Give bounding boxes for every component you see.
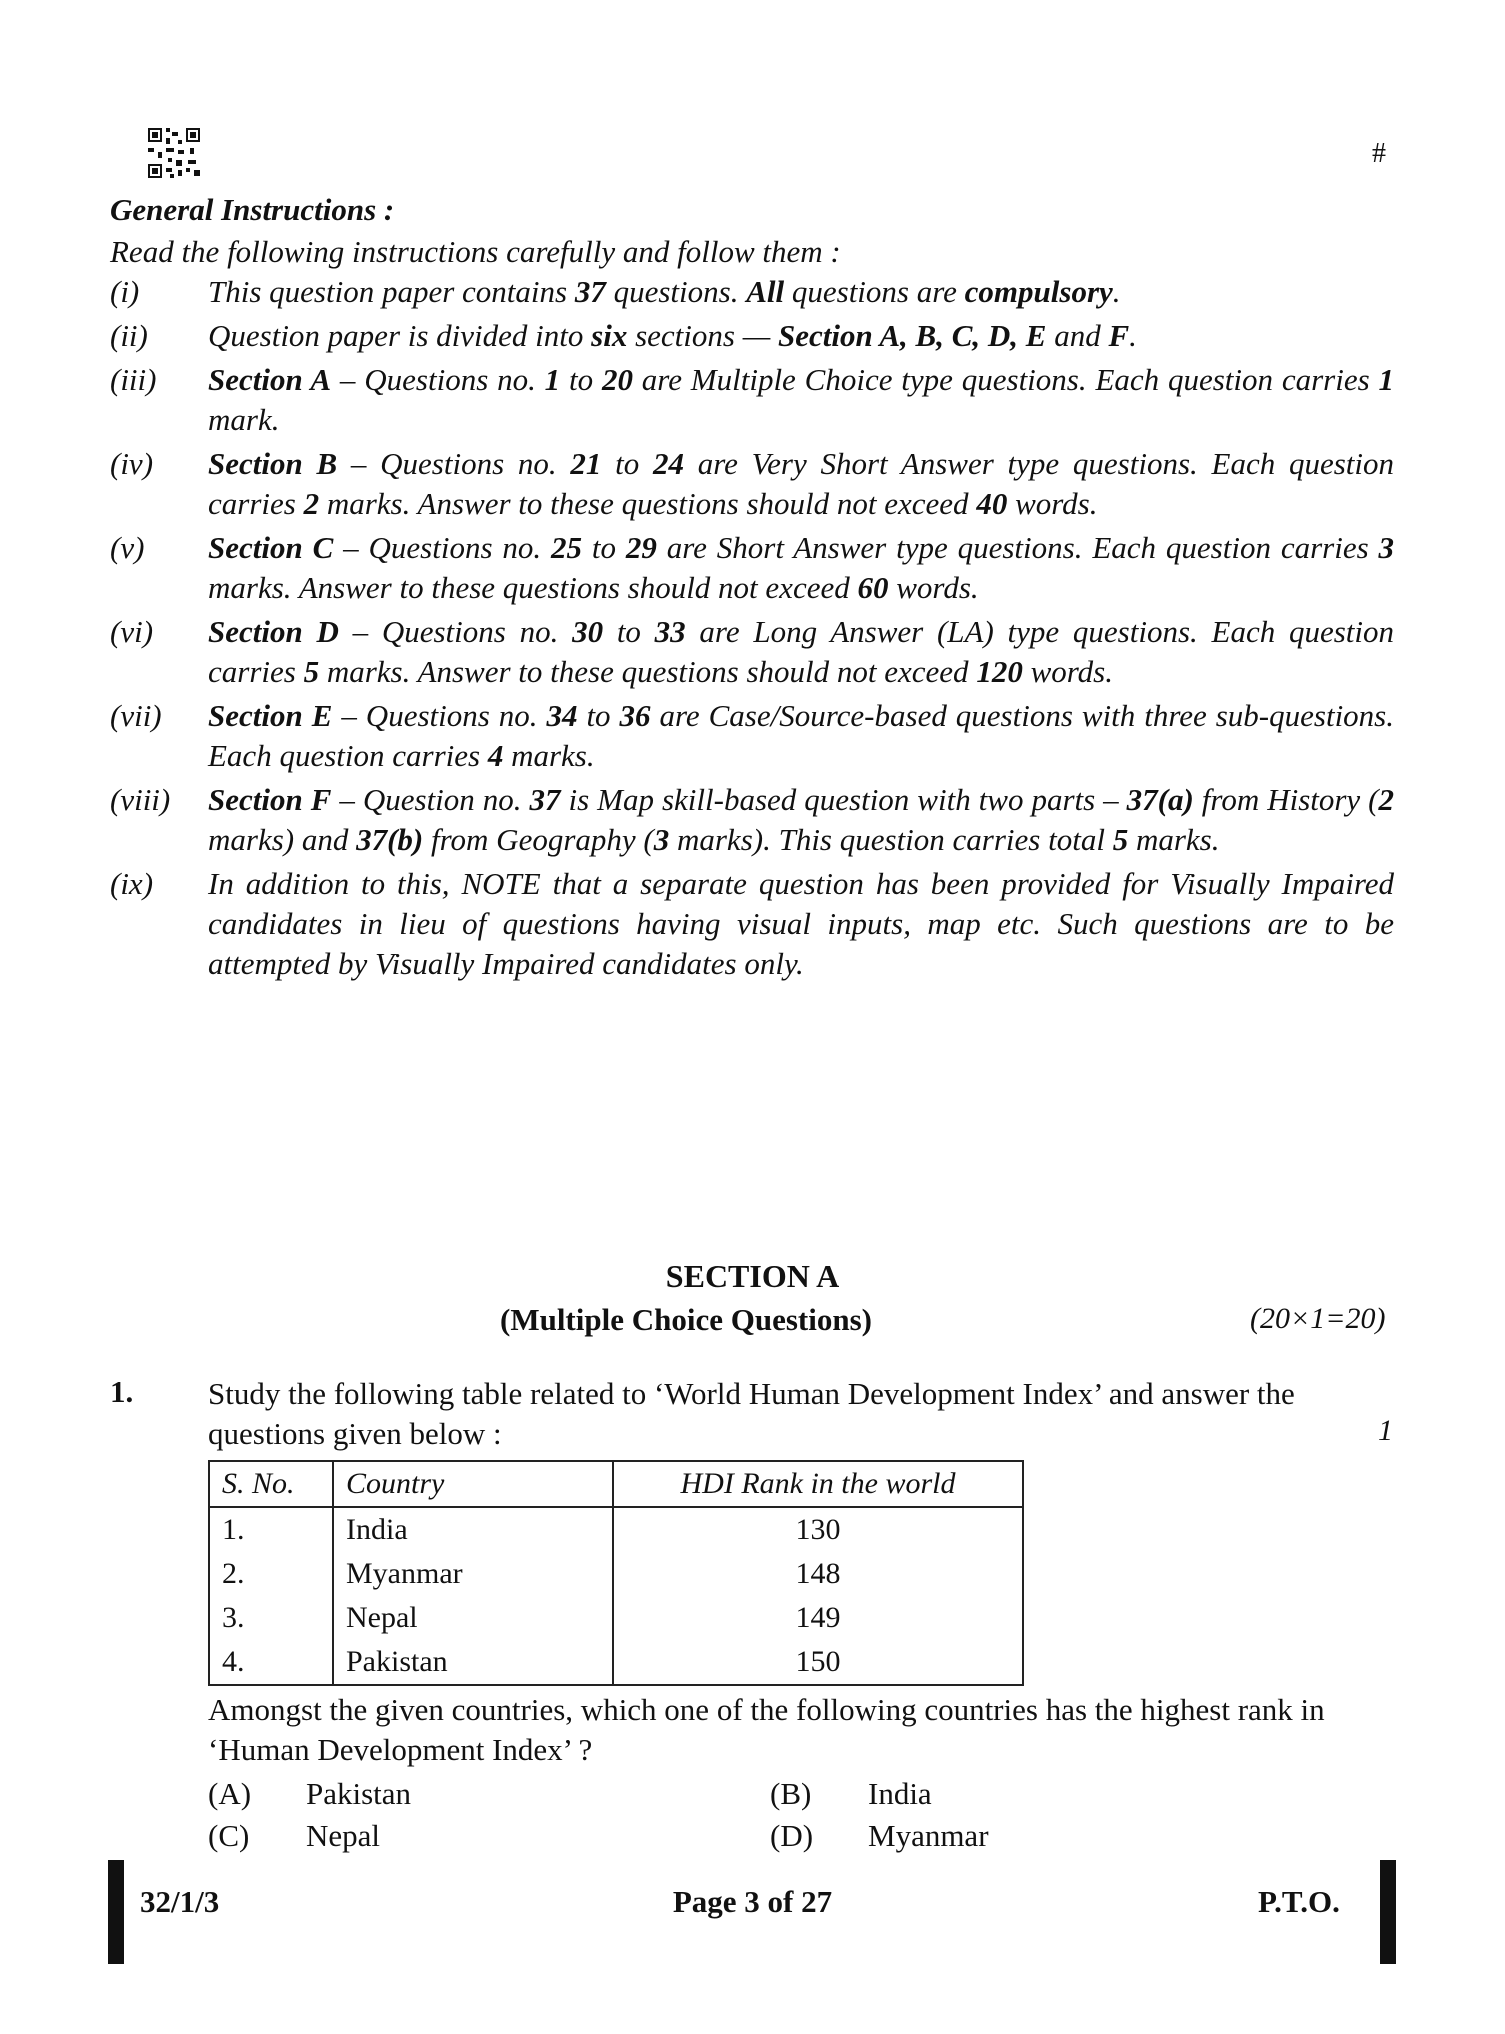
question-marks: 1 — [1378, 1414, 1393, 1447]
table-cell: 2. — [209, 1552, 333, 1596]
question-prompt: Amongst the given countries, which one of the following countries has the highest rank in ‘Human Development Index’ ? — [208, 1692, 1325, 1767]
instruction-item — [0, 528, 1505, 608]
option-d — [770, 1818, 989, 1854]
option-text: Myanmar — [868, 1818, 989, 1853]
instruction-text: Section B – Questions no. 21 to 24 are Very Short Answer type questions. Each question carries 2 marks. Answer to these questions should not exceed 40 words. — [208, 446, 1394, 521]
option-a — [208, 1776, 411, 1812]
footer-bar-right — [1380, 1860, 1396, 1964]
option-text: Nepal — [306, 1818, 381, 1853]
table-cell: 3. — [209, 1596, 333, 1640]
table-cell: 1. — [209, 1507, 333, 1552]
instruction-item — [0, 612, 1505, 692]
table-header-row — [209, 1461, 1023, 1507]
table-cell: India — [333, 1507, 613, 1552]
instruction-number: (vii) — [110, 698, 162, 733]
table-cell: 150 — [613, 1640, 1023, 1685]
instruction-item — [0, 696, 1505, 776]
instruction-number: (v) — [110, 530, 145, 565]
instruction-item — [0, 780, 1505, 860]
instruction-number: (iii) — [110, 362, 157, 397]
instruction-text: Section E – Questions no. 34 to 36 are Case/Source-based questions with three sub-questions. Each question carries 4 marks. — [208, 698, 1394, 773]
instruction-number: (vi) — [110, 614, 154, 649]
table-cell: 148 — [613, 1552, 1023, 1596]
question-text: Study the following table related to ‘World Human Development Index’ and answer the questions given below : — [208, 1376, 1295, 1451]
table-cell: Pakistan — [333, 1640, 613, 1685]
table-cell: 4. — [209, 1640, 333, 1685]
instruction-text: Section C – Questions no. 25 to 29 are Short Answer type questions. Each question carries 3 marks. Answer to these questions should not exceed 60 words. — [208, 530, 1395, 605]
option-text: India — [868, 1776, 932, 1811]
instruction-number: (ix) — [110, 866, 154, 901]
option-label: (D) — [770, 1818, 814, 1853]
pto-label: P.T.O. — [1258, 1884, 1340, 1919]
instruction-item — [0, 272, 1505, 312]
option-text: Pakistan — [306, 1776, 412, 1811]
table-header: Country — [333, 1461, 613, 1507]
table-row — [209, 1596, 1023, 1640]
table-cell: Myanmar — [333, 1552, 613, 1596]
page-number: Page 3 of 27 — [672, 1884, 833, 1919]
header-hash: # — [1372, 138, 1386, 169]
table-row — [209, 1640, 1023, 1685]
instruction-text: Question paper is divided into six sections — Section A, B, C, D, E and F. — [208, 318, 1137, 353]
instructions-title: General Instructions : — [110, 192, 395, 227]
instruction-number: (i) — [110, 274, 140, 309]
instruction-text: Section F – Question no. 37 is Map skill-based question with two parts – 37(a) from History (2 marks) and 37(b) from Geography (3 marks). This question carries total 5 marks. — [208, 782, 1394, 857]
option-c — [208, 1818, 380, 1854]
instruction-text: In addition to this, NOTE that a separate question has been provided for Visually Impaired candidates in lieu of questions having visual inputs, map etc. Such questions are to be attempted by Visually Impaired candidates only. — [208, 866, 1394, 981]
instruction-text: Section D – Questions no. 30 to 33 are Long Answer (LA) type questions. Each question carries 5 marks. Answer to these questions should not exceed 120 words. — [208, 614, 1394, 689]
section-title: SECTION A — [665, 1258, 840, 1294]
question-number: 1. — [110, 1374, 134, 1409]
instruction-number: (iv) — [110, 446, 154, 481]
table-row — [209, 1507, 1023, 1552]
instruction-number: (ii) — [110, 318, 148, 353]
section-subtitle: (Multiple Choice Questions) — [500, 1302, 872, 1337]
table-cell: 149 — [613, 1596, 1023, 1640]
instruction-number: (viii) — [110, 782, 171, 817]
hdi-table — [208, 1460, 1024, 1686]
table-cell: 130 — [613, 1507, 1023, 1552]
instructions-list — [0, 272, 1505, 988]
table-row — [209, 1552, 1023, 1596]
qr-code-icon — [148, 128, 200, 178]
option-b — [770, 1776, 932, 1812]
option-label: (A) — [208, 1776, 252, 1811]
instruction-item — [0, 360, 1505, 440]
table-header: HDI Rank in the world — [613, 1461, 1023, 1507]
instruction-item — [0, 444, 1505, 524]
table-cell: Nepal — [333, 1596, 613, 1640]
option-label: (B) — [770, 1776, 812, 1811]
instruction-item — [0, 316, 1505, 356]
instructions-intro: Read the following instructions carefully and follow them : — [110, 234, 841, 269]
instruction-text: Section A – Questions no. 1 to 20 are Multiple Choice type questions. Each question carries 1 mark. — [208, 362, 1394, 437]
instruction-item — [0, 864, 1505, 984]
section-marks: (20×1=20) — [1250, 1302, 1386, 1335]
table-header: S. No. — [209, 1461, 333, 1507]
instruction-text: This question paper contains 37 questions. All questions are compulsory. — [208, 274, 1121, 309]
paper-code: 32/1/3 — [140, 1884, 220, 1919]
option-label: (C) — [208, 1818, 250, 1853]
